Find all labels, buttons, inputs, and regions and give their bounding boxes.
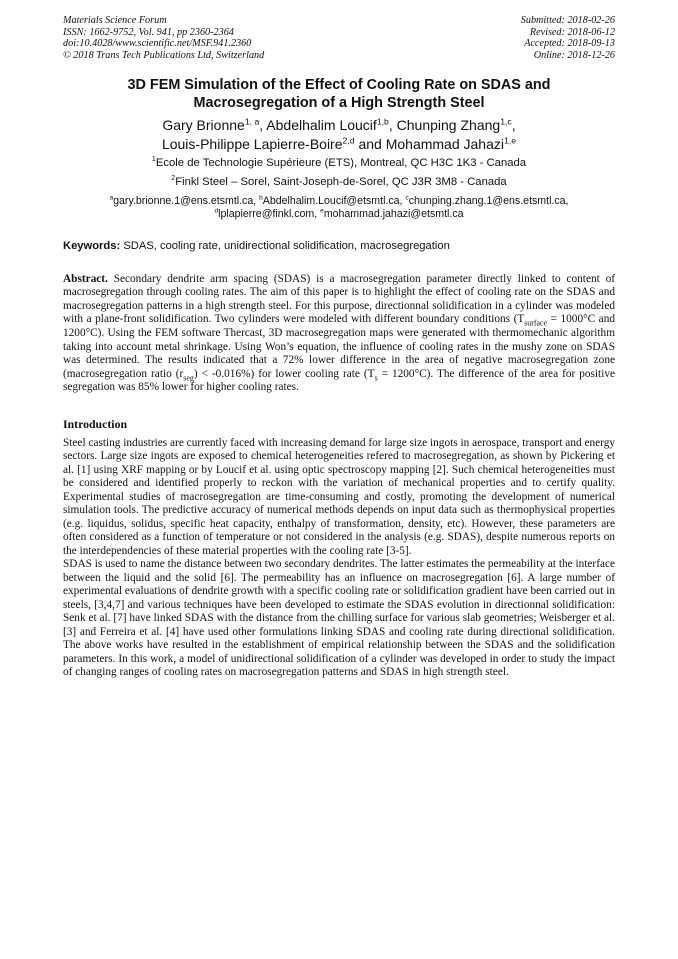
journal-copyright: © 2018 Trans Tech Publications Ltd, Switzerland xyxy=(63,49,265,61)
keywords xyxy=(63,240,615,253)
journal-issn: ISSN: 1662-9752, Vol. 941, pp 2360-2364 xyxy=(63,26,234,38)
email-link[interactable]: chunping.zhang.1@ens.etsmtl.ca, xyxy=(408,195,569,208)
authors-line-1: Gary Brionne$^{1, a}$, Abdelhalim Loucif$^{1,b}$, Chunping Zhang$^{1,c}$, xyxy=(162,116,516,134)
author-name: Chunping Zhang xyxy=(396,117,501,134)
affiliation-text: Ecole de Technologie Supérieure (ETS), Montreal, QC H3C 1K3 - Canada xyxy=(155,157,527,170)
publication-header xyxy=(63,15,615,61)
emails-line-2: $^d$lplapierre@finkl.com, $^e$mohammad.jahazi@etsmtl.ca xyxy=(214,207,464,221)
author-affiliation-mark: 1,b xyxy=(376,116,389,127)
keywords-text: SDAS, cooling rate, unidirectional solidification, macrosegregation xyxy=(123,239,450,252)
date-accepted: Accepted: 2018-09-13 xyxy=(524,38,615,50)
affiliation-1 xyxy=(63,157,615,170)
author-affiliation-mark: 1,c xyxy=(500,116,512,127)
keywords-label: Keywords: xyxy=(63,239,121,252)
author-affiliation-mark: 2,d xyxy=(342,135,355,146)
title-line-1: 3D FEM Simulation of the Effect of Cooling Rate on SDAS and xyxy=(127,77,551,94)
author-conjunction: and xyxy=(358,135,382,152)
author-list xyxy=(63,116,615,153)
journal-doi[interactable]: doi:10.4028/www.scientific.net/MSF.941.2360 xyxy=(63,38,252,50)
email-link[interactable]: mohammad.jahazi@etsmtl.ca xyxy=(323,208,464,221)
affiliation-text: Finkl Steel – Sorel, Saint-Joseph-de-Sorel, QC J3R 3M8 - Canada xyxy=(175,176,507,189)
journal-info xyxy=(63,15,264,61)
publication-dates xyxy=(521,15,615,61)
email-link[interactable]: gary.brionne.1@ens.etsmtl.ca, xyxy=(113,195,257,208)
introduction-heading: Introduction xyxy=(63,416,128,431)
emails-line-1: $^a$gary.brionne.1@ens.etsmtl.ca, $^b$Abdelhalim.Loucif@etsmtl.ca, $^c$chunping.zhang.1@ens.etsmtl.ca, xyxy=(109,194,569,208)
abstract: Abstract. Secondary dendrite arm spacing (SDAS) is a macrosegregation parameter directly linked to content of macrosegregation through cooling rates. The aim of this paper is to highlight the effect of cooling rate on the SDAS and macrosegregation patterns in a high strength steel. For this purpose, directionnal solidification in a cylinder was modeled with a plane-front solidification. Two cylinders were modeled with different boundary conditions ($T_{surface} = 1000^\circ C$ and 1200°C). Using the FEM software Thercast, 3D macrosegregation maps were generated with thermomechanic algorithm taking into account metal shrinkage. Using Won’s equation, the influence of cooling rates in the mushy zone on SDAS was determined. The results indicated that a 72% lower difference in the area of negative macrosegregation zone (macrosegregation ratio $(r_{seg}) < -0.016\%$) for lower cooling rate $(T_s = 1200^\circ C)$. The difference of the area for positive segregation was 85% lower for higher cooling rates. xyxy=(63,272,615,394)
author-emails xyxy=(63,195,615,221)
author-name: Abdelhalim Loucif xyxy=(266,117,377,134)
date-submitted: Submitted: 2018-02-26 xyxy=(520,15,615,26)
introduction-paragraph-2: SDAS is used to name the distance between two secondary dendrites. The latter estimates the permeability at the interface between the liquid and the solid [6]. The permeability has an influence on macrosegregation [6]. A large number of experimental evaluations of dendrite growth with a specific cooling rate or solidification gradient have been carried out in steels, [3,4,7] and various techniques have been developed to estimate the SDAS evolution in directionnal solidification: Senk et al. [7] have linked SDAS with the distance from the chilling surface for various slab geometries; Weisberger et al. [3] and Ferreira et al. [4] have used other formulations linking SDAS and cooling rate during directional solidification. The above works have resulted in the establishment of empirical relationship between the SDAS and the solidification parameters. In this work, a model of unidirectional solidification of a cylinder was developed in order to study the impact of changing ranges of cooling rates on macrosegregation patterns and SDAS in high strength steel. xyxy=(63,558,615,679)
author-name: Mohammad Jahazi xyxy=(385,135,504,152)
date-revised: Revised: 2018-06-12 xyxy=(529,26,615,38)
title-line-2: Macrosegregation of a High Strength Steel xyxy=(193,94,485,111)
author-affiliation-mark: 1, a xyxy=(244,116,260,127)
author-name: Gary Brionne xyxy=(162,117,245,134)
abstract-label: Abstract. xyxy=(63,272,108,285)
date-online: Online: 2018-12-26 xyxy=(533,49,615,61)
email-link[interactable]: lplapierre@finkl.com, xyxy=(218,208,318,221)
journal-name: Materials Science Forum xyxy=(63,15,167,26)
affiliation-mark: 2 xyxy=(171,175,176,183)
paper-title xyxy=(63,77,615,112)
affiliation-2 xyxy=(63,176,615,189)
introduction-body xyxy=(63,437,615,680)
introduction-paragraph-1: Steel casting industries are currently faced with increasing demand for large size ingots in aerospace, transport and energy sectors. Large size ingots are exposed to chemical heterogeneities refered to macrosegregation, as shown by Pickering et al. [1] using XRF mapping or by Loucif et al. using optic spectroscopy mapping [2]. Such chemical heterogeneities must be considered and identified properly to reckon with the variation of mechanical properties and to certify quality. Experimental studies of macrosegregation are time-consuming and costly, promoting the development of numerical simulation tools. The predictive accuracy of numerical methods depends on input data such as thermophysical properties (e.g. liquidus, solidus, specific heat capacity, enthalpy of transformation, density, etc). However, these parameters are often considered as a function of temperature or not considered in the analysis (e.g. SDAS), despite numerous reports on the interdependencies of these material properties with the cooling rate [3-5]. xyxy=(63,436,615,557)
authors-line-2 xyxy=(63,135,615,153)
author-name: Louis-Philippe Lapierre-Boire xyxy=(161,135,343,152)
author-affiliation-mark: 1,e xyxy=(503,135,517,146)
email-link[interactable]: Abdelhalim.Loucif@etsmtl.ca, xyxy=(262,195,403,208)
affiliation-mark: 1 xyxy=(151,156,156,164)
